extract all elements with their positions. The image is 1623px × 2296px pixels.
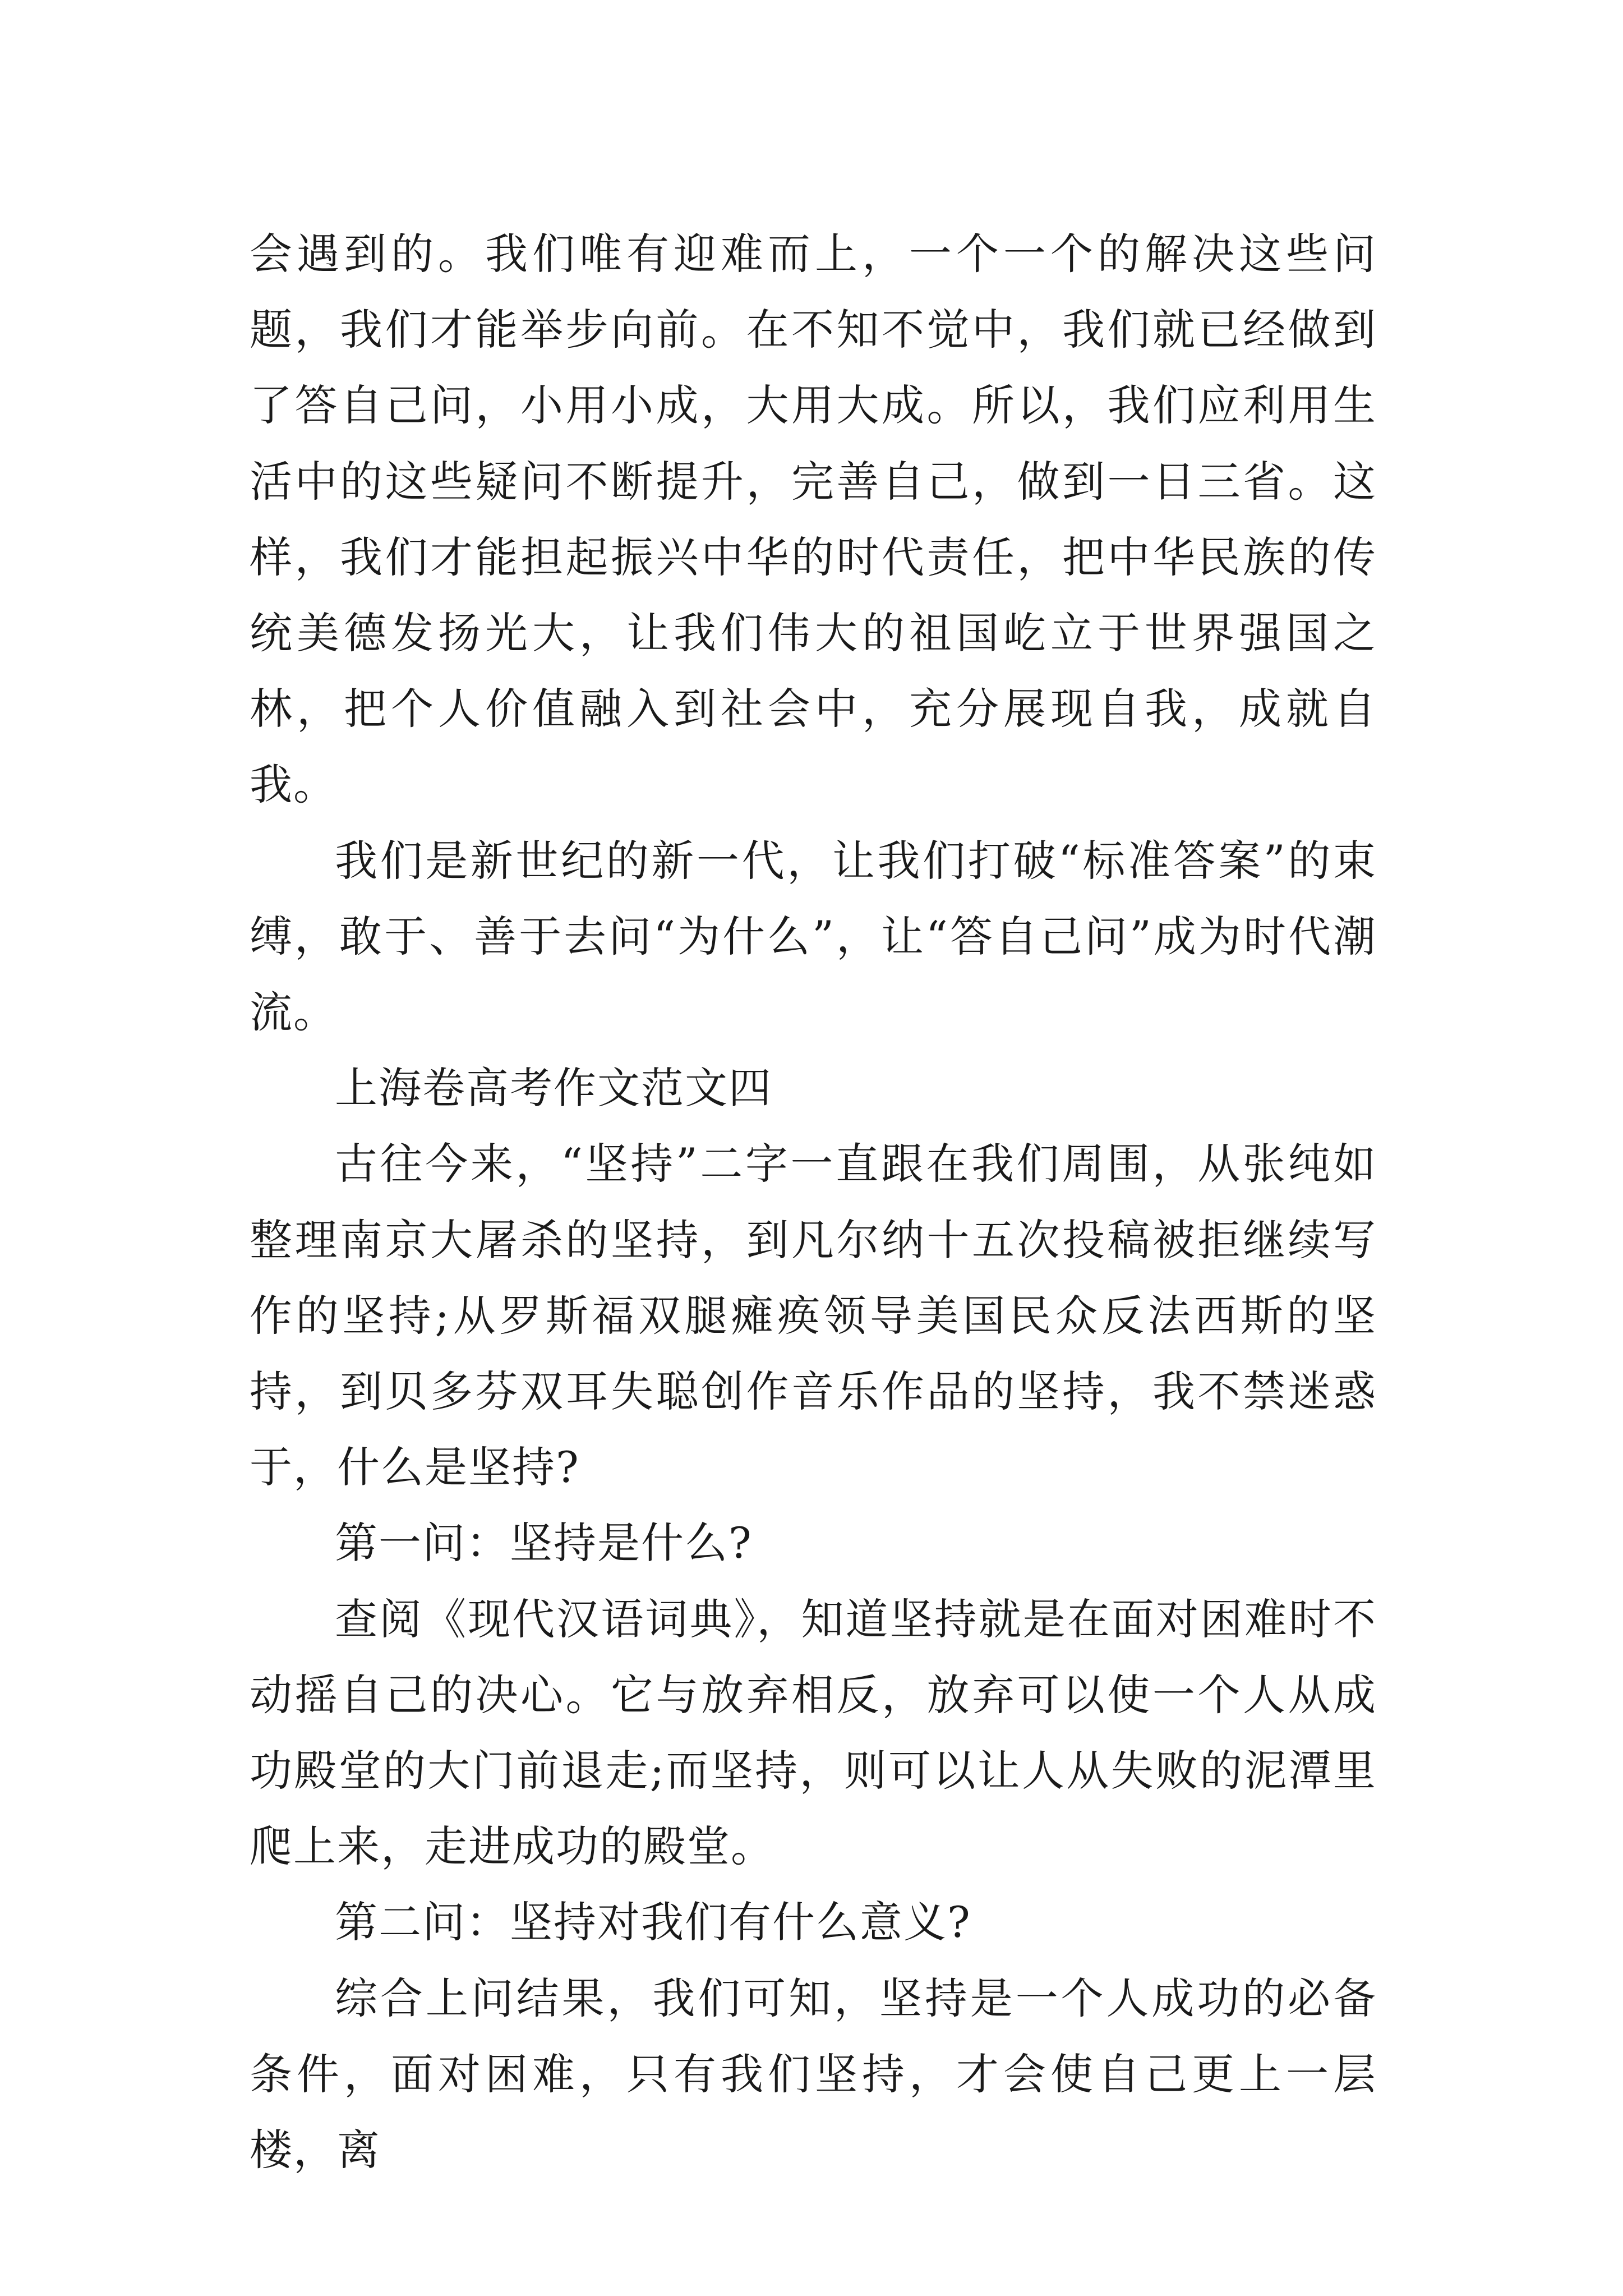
paragraph-2: 我们是新世纪的新一代，让我们打破“标准答案”的束缚，敢于、善于去问“为什么”，让“答自己问”成为时代潮流。 [250, 835, 1377, 1038]
paragraph-4: 查阅《现代汉语词典》，知道坚持就是在面对困难时不动摇自己的决心。它与放弃相反，放弃可以使一个人从成功殿堂的大门前退走;而坚持，则可以让人从失败的泥潭里爬上来，走进成功的殿堂。 [250, 1594, 1377, 1872]
question-heading-1: 第一问：坚持是什么? [335, 1518, 753, 1568]
paragraph-5: 综合上问结果，我们可知，坚持是一个人成功的必备条件，面对困难，只有我们坚持，才会使自己更上一层楼，离 [250, 1973, 1377, 2175]
question-heading-2: 第二问：坚持对我们有什么意义? [335, 1897, 971, 1948]
paragraph-1: 会遇到的。我们唯有迎难而上，一个一个的解决这些问题，我们才能举步向前。在不知不觉中，我们就已经做到了答自己问，小用小成，大用大成。所以，我们应利用生活中的这些疑问不断提升，完善自己，做到一日三省。这样，我们才能担起振兴中华的时代责任，把中华民族的传统美德发扬光大，让我们伟大的祖国屹立于世界强国之林，把个人价值融入到社会中，充分展现自我，成就自我。 [250, 229, 1377, 810]
section-heading: 上海卷高考作文范文四 [335, 1063, 772, 1114]
document-body [250, 216, 1377, 2188]
paragraph-3: 古往今来，“坚持”二字一直跟在我们周围，从张纯如整理南京大屠杀的坚持，到凡尔纳十五次投稿被拒继续写作的坚持;从罗斯福双腿瘫痪领导美国民众反法西斯的坚持，到贝多芬双耳失聪创作音乐作品的坚持，我不禁迷惑于，什么是坚持? [250, 1139, 1377, 1493]
